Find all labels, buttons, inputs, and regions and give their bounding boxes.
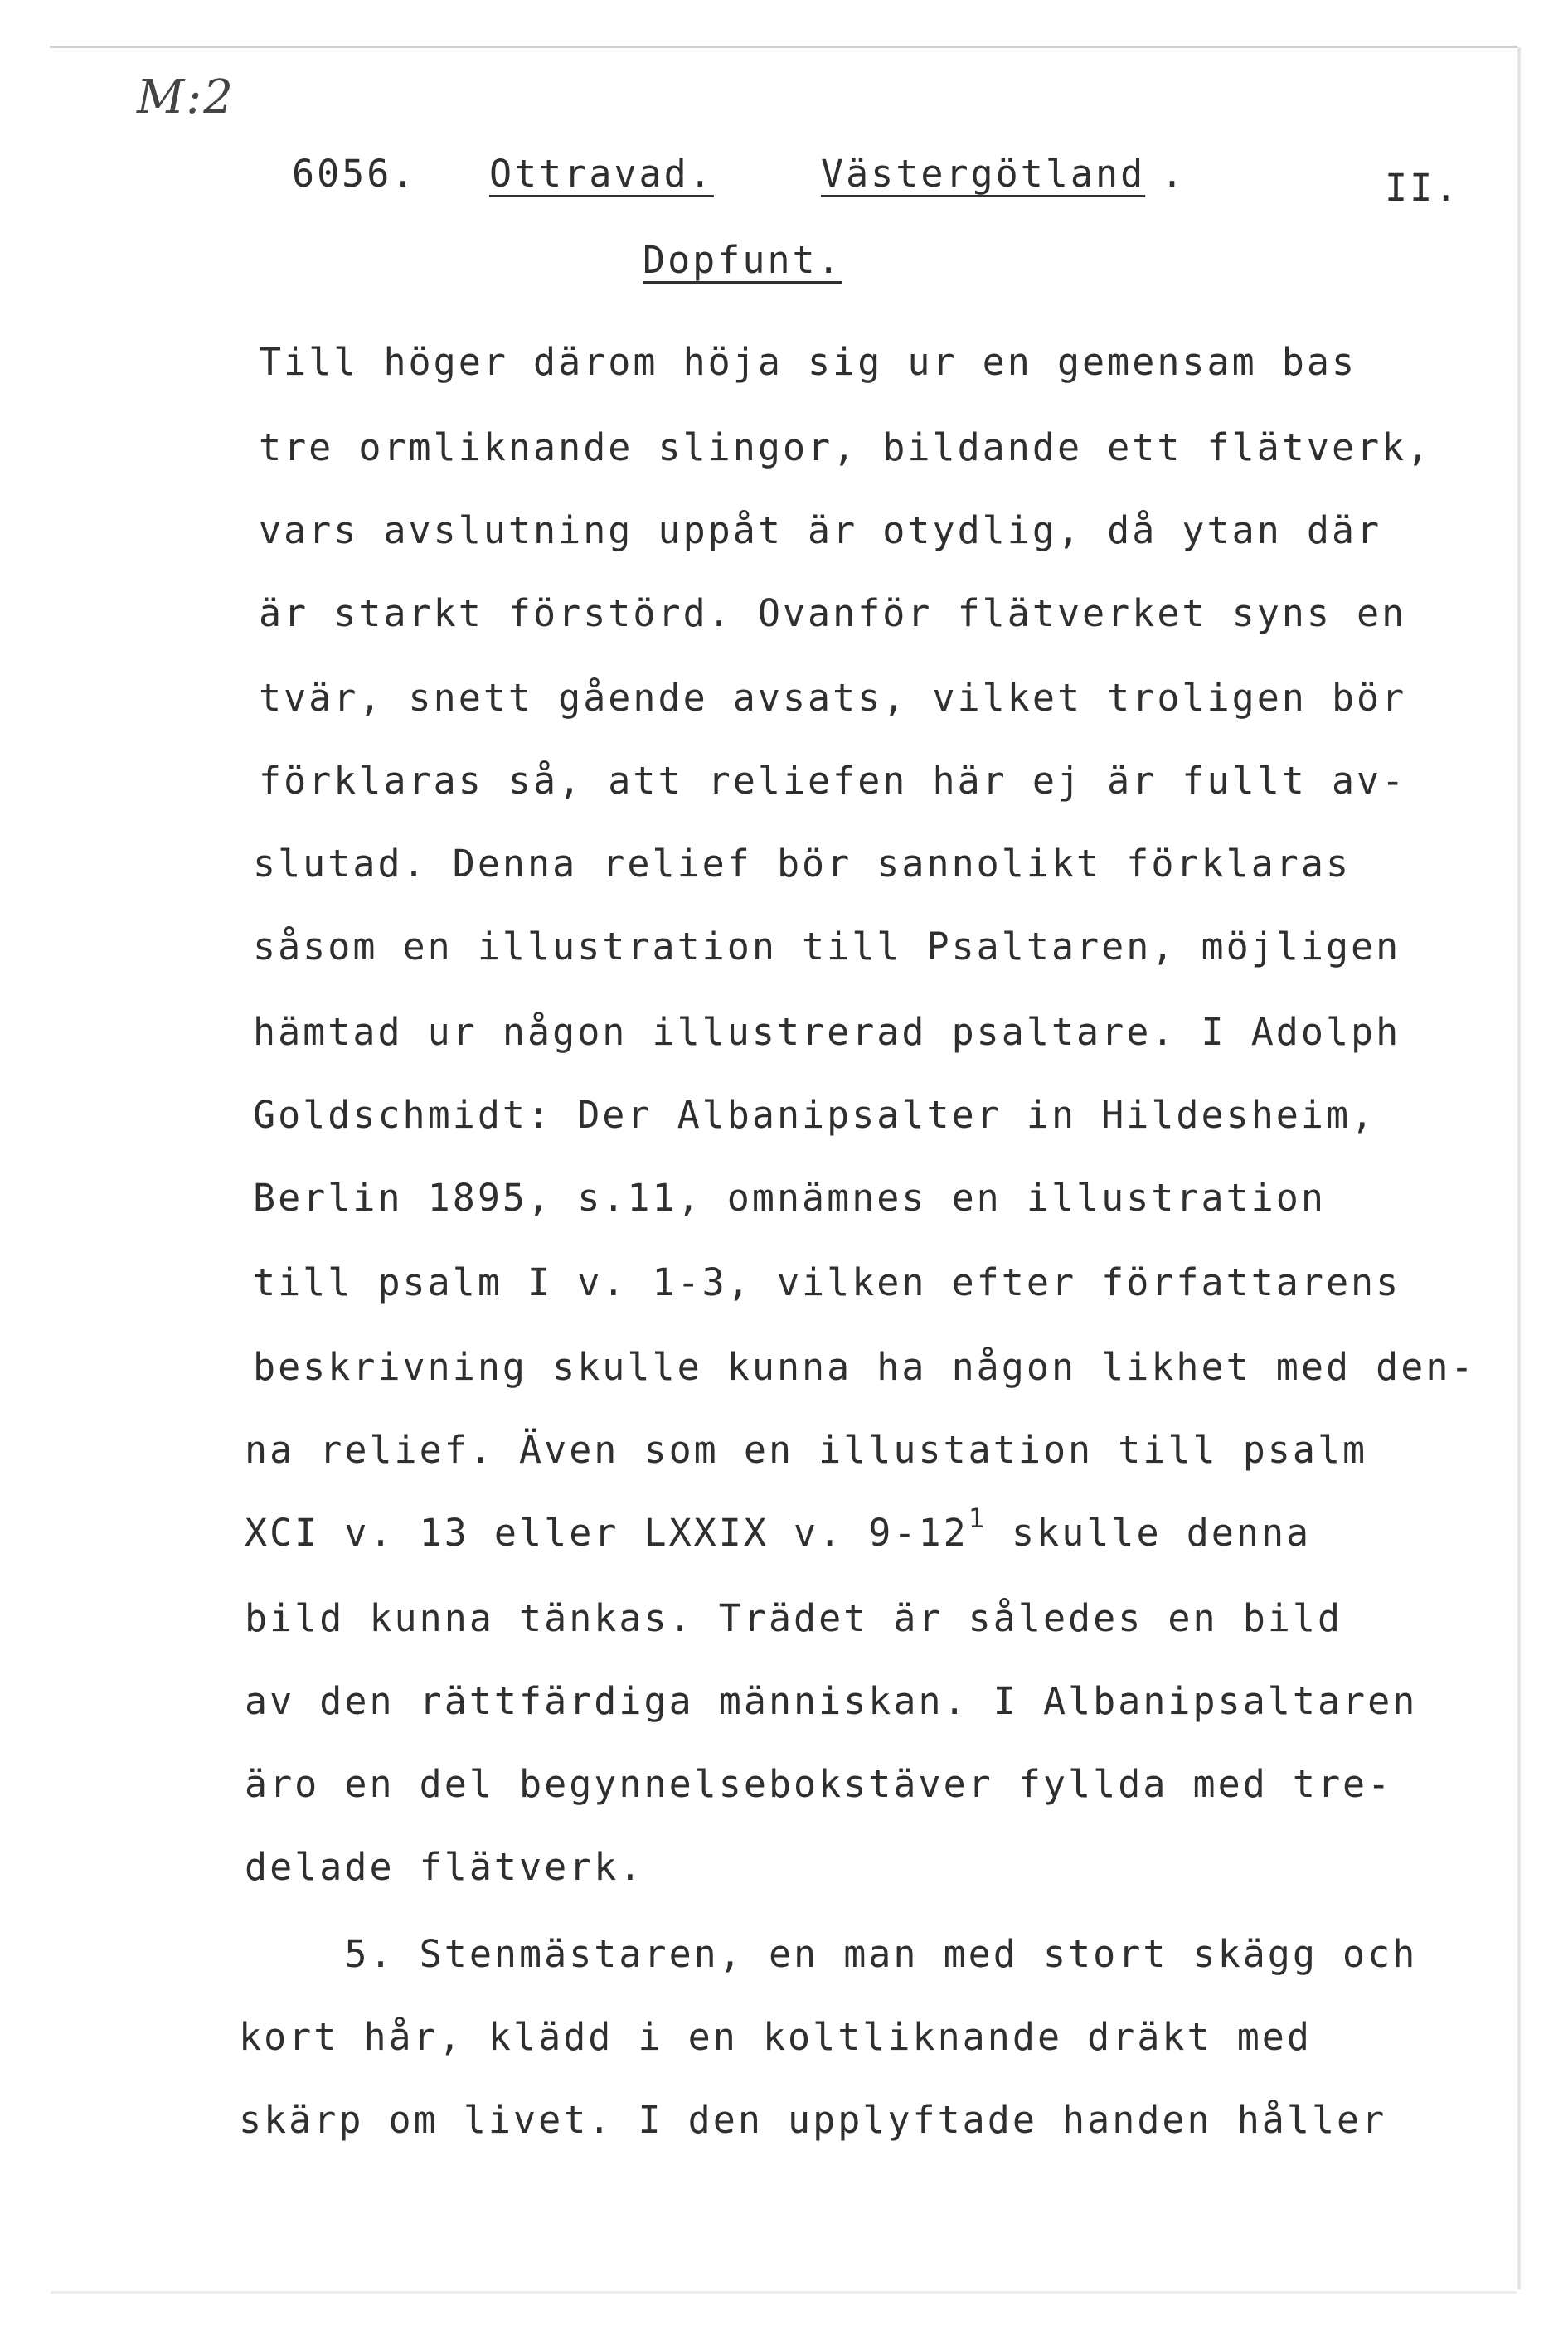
text-line: vars avslutning uppåt är otydlig, då ytan där	[259, 508, 1382, 552]
text-line: tvär, snett gående avsats, vilket troligen bör	[259, 676, 1407, 720]
text-line: såsom en illustration till Psaltaren, möjligen	[253, 925, 1401, 969]
catalog-number: 6056.	[292, 152, 417, 196]
text-line: är starkt förstörd. Ovanför flätverket syns en	[259, 591, 1407, 635]
text-line: slutad. Denna relief bör sannolikt förklaras	[253, 842, 1352, 886]
footnote-marker: 1	[968, 1503, 987, 1534]
region-name: Västergötland	[821, 152, 1146, 196]
text-line-part: skulle denna	[986, 1511, 1312, 1555]
text-line: Goldschmidt: Der Albanipsalter in Hildesheim,	[253, 1093, 1376, 1137]
text-line: Berlin 1895, s.11, omnämnes en illustration	[253, 1176, 1326, 1220]
text-line-with-footnote	[245, 1503, 1312, 1555]
text-line: äro en del begynnelsebokstäver fyllda med tre-	[245, 1762, 1393, 1806]
text-line: delade flätverk.	[245, 1845, 644, 1889]
volume-number: II.	[1385, 166, 1460, 210]
text-line: tre ormliknande slingor, bildande ett flätverk,	[259, 425, 1432, 469]
text-line: hämtad ur någon illustrerad psaltare. I Adolph	[253, 1010, 1401, 1054]
text-line: 5. Stenmästaren, en man med stort skägg och	[245, 1932, 1418, 1976]
text-line: kort hår, klädd i en koltliknande dräkt med	[239, 2015, 1312, 2059]
text-line: bild kunna tänkas. Trädet är således en bild	[245, 1596, 1343, 1640]
text-line: na relief. Även som en illustation till psalm	[245, 1428, 1368, 1472]
document-subtitle: Dopfunt.	[643, 238, 842, 282]
margin-note: M:2	[137, 70, 235, 124]
text-line: beskrivning skulle kunna ha någon likhet med den-	[253, 1345, 1476, 1389]
text-line: Till höger därom höja sig ur en gemensam bas	[259, 340, 1357, 384]
text-line: till psalm I v. 1-3, vilken efter författarens	[253, 1260, 1401, 1304]
text-line: förklaras så, att reliefen här ej är fullt av-	[259, 759, 1407, 803]
text-line: av den rättfärdiga människan. I Albanipsaltaren	[245, 1679, 1418, 1723]
place-name: Ottravad.	[489, 152, 714, 196]
text-line: skärp om livet. I den upplyftade handen håller	[239, 2098, 1387, 2142]
text-line-part: XCI v. 13 eller LXXIX v. 9-12	[245, 1511, 968, 1555]
region-period: .	[1161, 152, 1187, 196]
